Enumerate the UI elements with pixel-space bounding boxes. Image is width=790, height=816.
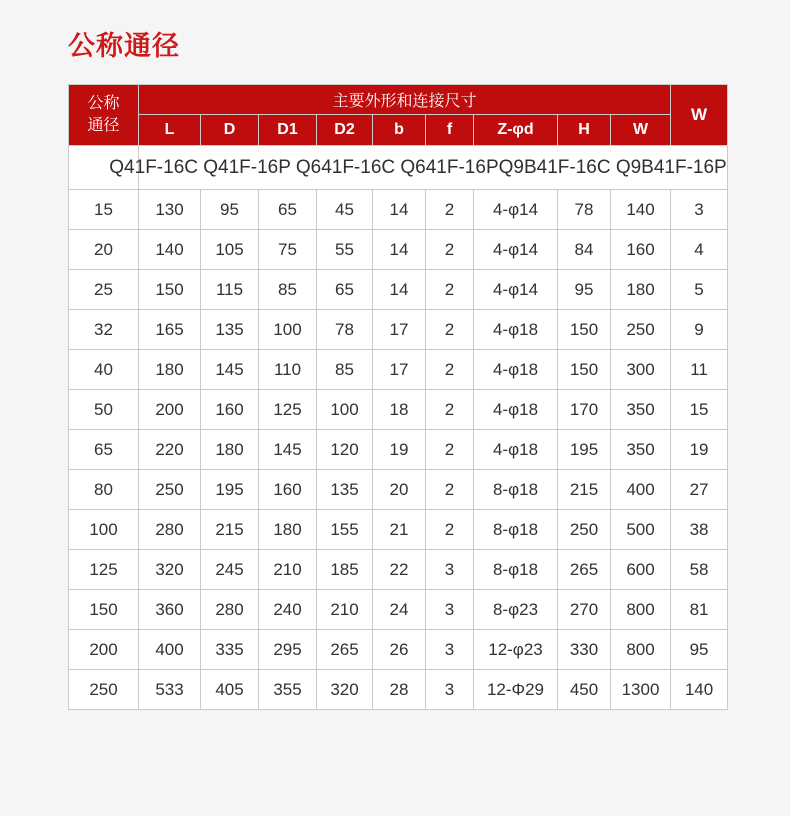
table-cell: 95	[558, 270, 611, 310]
table-cell: 100	[69, 510, 139, 550]
table-cell: 125	[259, 390, 317, 430]
col-header: D	[201, 115, 259, 146]
table-cell: 165	[139, 310, 201, 350]
table-cell: 150	[69, 590, 139, 630]
table-cell: 400	[611, 470, 671, 510]
table-cell: 125	[69, 550, 139, 590]
table-cell: 85	[317, 350, 373, 390]
table-cell: 355	[259, 670, 317, 710]
table-cell: 65	[69, 430, 139, 470]
table-cell: 84	[558, 230, 611, 270]
table-cell: 2	[426, 270, 474, 310]
table-cell: 135	[317, 470, 373, 510]
col-header-nominal-diameter-line1: 公称	[87, 94, 120, 112]
table-cell: 26	[373, 630, 426, 670]
table-cell: 100	[317, 390, 373, 430]
table-body	[69, 146, 728, 710]
models-row	[69, 146, 728, 190]
col-header: Z-φd	[474, 115, 558, 146]
col-header-group-dimensions: 主要外形和连接尺寸	[139, 85, 671, 115]
table-cell: 250	[558, 510, 611, 550]
table-row	[69, 270, 728, 310]
table-cell: 25	[69, 270, 139, 310]
table-cell: 20	[373, 470, 426, 510]
table-cell: 2	[426, 390, 474, 430]
table-cell: 9	[671, 310, 728, 350]
table-cell: 135	[201, 310, 259, 350]
col-header: L	[139, 115, 201, 146]
table-cell: 2	[426, 470, 474, 510]
table-cell: 4-φ18	[474, 430, 558, 470]
table-cell: 15	[671, 390, 728, 430]
table-cell: 200	[139, 390, 201, 430]
table-cell: 11	[671, 350, 728, 390]
table-cell: 180	[201, 430, 259, 470]
page-title: 公称通径	[68, 31, 180, 61]
table-cell: 295	[259, 630, 317, 670]
table-cell: 210	[259, 550, 317, 590]
table-cell: 19	[671, 430, 728, 470]
table-cell: 150	[558, 310, 611, 350]
table-cell: 140	[671, 670, 728, 710]
table-row	[69, 310, 728, 350]
table-cell: 75	[259, 230, 317, 270]
table-cell: 2	[426, 190, 474, 230]
table-cell: 4-φ18	[474, 310, 558, 350]
header-row-top	[69, 85, 728, 115]
table-row	[69, 230, 728, 270]
table-cell: 300	[611, 350, 671, 390]
table-cell: 1300	[611, 670, 671, 710]
table-cell: 8-φ23	[474, 590, 558, 630]
table-cell: 180	[611, 270, 671, 310]
table-cell: 320	[139, 550, 201, 590]
table-cell: 170	[558, 390, 611, 430]
table-row	[69, 350, 728, 390]
table-row	[69, 190, 728, 230]
table-cell: 78	[558, 190, 611, 230]
table-cell: 265	[317, 630, 373, 670]
table-cell: 800	[611, 590, 671, 630]
table-cell: 19	[373, 430, 426, 470]
table-cell: 14	[373, 190, 426, 230]
table-row	[69, 590, 728, 630]
table-row	[69, 670, 728, 710]
table-cell: 3	[426, 550, 474, 590]
table-cell: 110	[259, 350, 317, 390]
table-cell: 5	[671, 270, 728, 310]
table-cell: 38	[671, 510, 728, 550]
table-cell: 220	[139, 430, 201, 470]
col-header: D2	[317, 115, 373, 146]
table-cell: 330	[558, 630, 611, 670]
spec-table	[68, 84, 728, 710]
table-cell: 95	[671, 630, 728, 670]
table-cell: 2	[426, 230, 474, 270]
table-cell: 250	[139, 470, 201, 510]
table-cell: 195	[201, 470, 259, 510]
model-names: Q41F-16C Q41F-16P Q641F-16C Q641F-16PQ9B41F-16C Q9B41F-16P	[109, 156, 727, 178]
table-cell: 3	[671, 190, 728, 230]
table-cell: 400	[139, 630, 201, 670]
table-cell: 130	[139, 190, 201, 230]
table-cell: 2	[426, 430, 474, 470]
table-cell: 95	[201, 190, 259, 230]
table-row	[69, 430, 728, 470]
table-cell: 65	[317, 270, 373, 310]
table-row	[69, 470, 728, 510]
table-cell: 20	[69, 230, 139, 270]
table-cell: 150	[558, 350, 611, 390]
table-cell: 160	[259, 470, 317, 510]
table-cell: 18	[373, 390, 426, 430]
table-cell: 160	[611, 230, 671, 270]
table-cell: 200	[69, 630, 139, 670]
table-cell: 2	[426, 350, 474, 390]
table-cell: 55	[317, 230, 373, 270]
table-cell: 4-φ18	[474, 390, 558, 430]
table-cell: 14	[373, 270, 426, 310]
table-cell: 100	[259, 310, 317, 350]
col-header: b	[373, 115, 426, 146]
table-cell: 245	[201, 550, 259, 590]
table-cell: 500	[611, 510, 671, 550]
col-header: W	[611, 115, 671, 146]
table-cell: 27	[671, 470, 728, 510]
table-cell: 280	[139, 510, 201, 550]
table-cell: 140	[139, 230, 201, 270]
table-cell: 320	[317, 670, 373, 710]
col-header-nominal-diameter	[69, 85, 139, 146]
table-cell: 250	[611, 310, 671, 350]
table-cell: 4-φ14	[474, 230, 558, 270]
table-cell: 265	[558, 550, 611, 590]
table-cell: 8-φ18	[474, 510, 558, 550]
table-row	[69, 630, 728, 670]
table-cell: 145	[201, 350, 259, 390]
table-cell: 215	[201, 510, 259, 550]
table-row	[69, 390, 728, 430]
table-cell: 32	[69, 310, 139, 350]
table-cell: 350	[611, 430, 671, 470]
table-cell: 45	[317, 190, 373, 230]
table-cell: 17	[373, 350, 426, 390]
table-cell: 28	[373, 670, 426, 710]
table-cell: 40	[69, 350, 139, 390]
table-cell: 80	[69, 470, 139, 510]
table-cell: 350	[611, 390, 671, 430]
col-header: f	[426, 115, 474, 146]
table-cell: 533	[139, 670, 201, 710]
table-cell: 240	[259, 590, 317, 630]
table-cell: 185	[317, 550, 373, 590]
table-cell: 180	[259, 510, 317, 550]
table-cell: 115	[201, 270, 259, 310]
table-cell: 2	[426, 510, 474, 550]
table-cell: 800	[611, 630, 671, 670]
table-cell: 4-φ14	[474, 270, 558, 310]
table-cell: 78	[317, 310, 373, 350]
table-cell: 50	[69, 390, 139, 430]
table-cell: 2	[426, 310, 474, 350]
table-cell: 140	[611, 190, 671, 230]
table-row	[69, 510, 728, 550]
table-cell: 160	[201, 390, 259, 430]
table-row	[69, 550, 728, 590]
table-cell: 3	[426, 630, 474, 670]
table-cell: 85	[259, 270, 317, 310]
table-cell: 145	[259, 430, 317, 470]
col-header-nominal-diameter-line2: 通径	[87, 117, 120, 134]
table-cell: 450	[558, 670, 611, 710]
table-cell: 17	[373, 310, 426, 350]
table-cell: 600	[611, 550, 671, 590]
models-row-cell	[109, 146, 728, 190]
table-cell: 250	[69, 670, 139, 710]
col-header: H	[558, 115, 611, 146]
table-cell: 195	[558, 430, 611, 470]
table-cell: 3	[426, 670, 474, 710]
table-cell: 120	[317, 430, 373, 470]
table-cell: 4-φ14	[474, 190, 558, 230]
table-cell: 215	[558, 470, 611, 510]
table-cell: 81	[671, 590, 728, 630]
table-cell: 280	[201, 590, 259, 630]
table-cell: 12-Φ29	[474, 670, 558, 710]
table-cell: 270	[558, 590, 611, 630]
table-cell: 150	[139, 270, 201, 310]
table-cell: 24	[373, 590, 426, 630]
table-cell: 15	[69, 190, 139, 230]
table-cell: 14	[373, 230, 426, 270]
table-cell: 210	[317, 590, 373, 630]
table-cell: 335	[201, 630, 259, 670]
table-cell: 8-φ18	[474, 470, 558, 510]
header-row-dimensions	[69, 115, 728, 146]
table-cell: 405	[201, 670, 259, 710]
table-cell: 3	[426, 590, 474, 630]
table-cell: 8-φ18	[474, 550, 558, 590]
table-cell: 155	[317, 510, 373, 550]
table-cell: 4-φ18	[474, 350, 558, 390]
table-cell: 12-φ23	[474, 630, 558, 670]
table-cell: 58	[671, 550, 728, 590]
table-cell: 21	[373, 510, 426, 550]
table-cell: 65	[259, 190, 317, 230]
table-cell: 105	[201, 230, 259, 270]
table-cell: 360	[139, 590, 201, 630]
col-header-weight: W	[671, 85, 728, 146]
col-header: D1	[259, 115, 317, 146]
table-cell: 4	[671, 230, 728, 270]
table-cell: 180	[139, 350, 201, 390]
table-cell: 22	[373, 550, 426, 590]
